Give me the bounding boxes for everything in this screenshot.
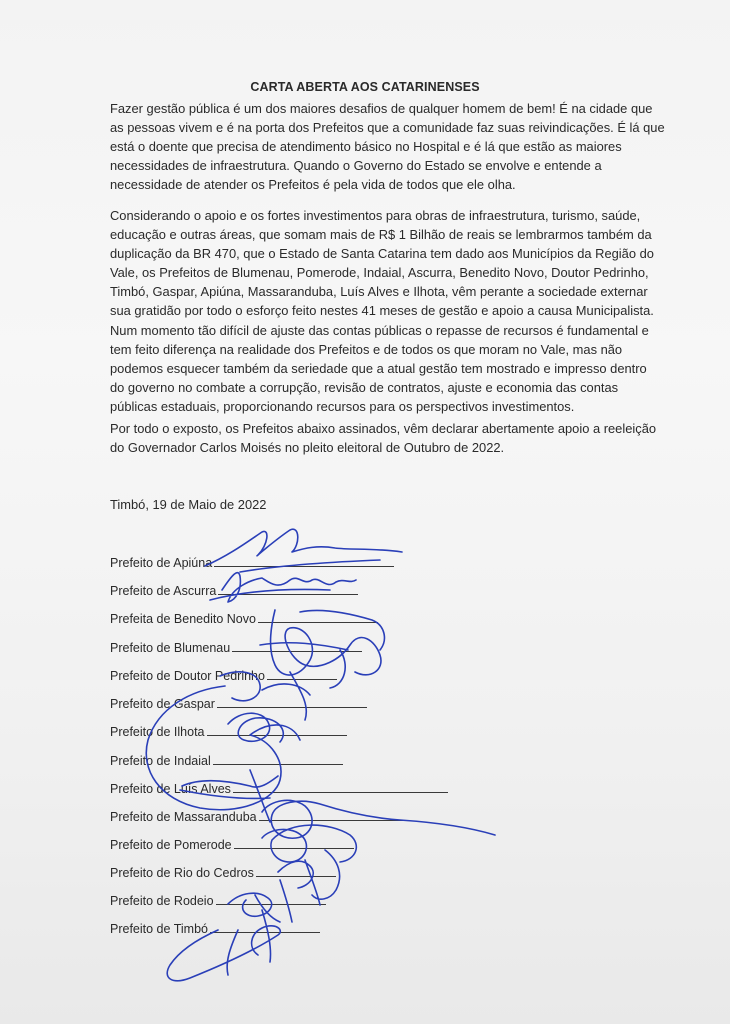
signature-underline xyxy=(234,838,354,849)
paragraph-line: duplicação da BR 470, que o Estado de Santa Catarina tem dado aos Municípios da Região do xyxy=(110,245,654,261)
signature-underline xyxy=(258,612,378,623)
signature-line-doutor-pedrinho xyxy=(110,669,337,683)
paragraph-line: sua gratidão por todo o esforço feito nestes 41 meses de gestão e apoio a causa Municipalista. xyxy=(110,302,654,318)
signature-underline xyxy=(218,584,358,595)
paragraph-line: necessidades de infraestrutura. Quando o Governo do Estado se envolve e entende a xyxy=(110,157,602,173)
paragraph-line: públicas estaduais, proporcionando recursos para os perspectivos investimentos. xyxy=(110,398,575,414)
signature-underline xyxy=(259,810,409,821)
signatory-label: Prefeito de Rodeio xyxy=(110,894,214,908)
signature-underline xyxy=(233,782,448,793)
signature-line-timbo xyxy=(110,922,320,936)
signature-underline xyxy=(256,866,336,877)
signatory-label: Prefeito de Blumenau xyxy=(110,641,231,655)
paragraph-line: do governo no combate a corrupção, revisão de contratos, ajuste e economia das contas xyxy=(110,379,619,395)
signatory-label: Prefeito de Ascurra xyxy=(110,584,217,598)
signatory-label: Prefeito de Indaial xyxy=(110,754,211,768)
signature-underline xyxy=(207,725,347,736)
signatory-label: Prefeito de Apiúna xyxy=(110,556,213,570)
signatory-label: Prefeito de Luís Alves xyxy=(110,782,231,796)
paragraph-line: do Governador Carlos Moisés no pleito eleitoral de Outubro de 2022. xyxy=(110,439,505,455)
paragraph-line: Vale, os Prefeitos de Blumenau, Pomerode, Indaial, Ascurra, Benedito Novo, Doutor Pedrinho, xyxy=(110,264,649,280)
paragraph-line: Fazer gestão pública é um dos maiores desafios de qualquer homem de bem! É na cidade que xyxy=(110,101,653,116)
paragraph-line: Num momento tão difícil de ajuste das contas públicas o repasse de recursos é fundamental e xyxy=(110,323,649,338)
signature-line-indaial xyxy=(110,754,343,768)
signature-line-rio-do-cedros xyxy=(110,866,336,880)
signature-line-ilhota xyxy=(110,725,347,739)
signatory-label: Prefeito de Timbó xyxy=(110,922,208,936)
paragraph-line: podemos esquecer também da seriedade que a atual gestão tem mostrado e impresso dentro xyxy=(110,360,647,376)
signature-underline xyxy=(216,894,326,905)
paragraph-line: Timbó, Gaspar, Apiúna, Massaranduba, Luís Alves e Ilhota, vêm perante a sociedade externar xyxy=(110,283,648,299)
signature-line-benedito-novo xyxy=(110,612,378,626)
signature-line-luis-alves xyxy=(110,782,448,796)
document-title: CARTA ABERTA AOS CATARINENSES xyxy=(250,80,480,94)
signature-underline xyxy=(214,556,394,567)
signatory-label: Prefeito de Rio do Cedros xyxy=(110,866,254,880)
signatory-label: Prefeito de Gaspar xyxy=(110,697,215,711)
signatory-label: Prefeita de Benedito Novo xyxy=(110,612,256,626)
signature-line-rodeio xyxy=(110,894,326,908)
signature-line-apiuna xyxy=(110,556,394,570)
paragraph-line: tem feito diferença na realidade dos Prefeitos e de todos os que moram no Vale, mas não xyxy=(110,341,623,357)
date-line: Timbó, 19 de Maio de 2022 xyxy=(110,497,267,512)
signature-line-pomerode xyxy=(110,838,354,852)
signature-underline xyxy=(213,754,343,765)
signature-line-massaranduba xyxy=(110,810,409,824)
signature-line-ascurra xyxy=(110,584,358,598)
signatory-label: Prefeito de Doutor Pedrinho xyxy=(110,669,265,683)
paragraph-line: necessidade de atender os Prefeitos é pela vida de todos que ele olha. xyxy=(110,176,516,192)
paragraph-line: educação e outras áreas, que somam mais de R$ 1 Bilhão de reais se lembrarmos também da xyxy=(110,226,652,242)
signature-line-blumenau xyxy=(110,641,362,655)
signatory-label: Prefeito de Pomerode xyxy=(110,838,232,852)
paragraph-line: Considerando o apoio e os fortes investimentos para obras de infraestrutura, turismo, saúde, xyxy=(110,208,641,223)
signature-underline xyxy=(232,641,362,652)
signatory-label: Prefeito de Ilhota xyxy=(110,725,205,739)
paragraph-line: está o doente que precisa de atendimento básico no Hospital e é lá que estão as maiores xyxy=(110,138,622,154)
signature-underline xyxy=(217,697,367,708)
signature-underline xyxy=(210,922,320,933)
signatory-label: Prefeito de Massaranduba xyxy=(110,810,257,824)
signature-list xyxy=(110,0,510,1024)
signature-line-gaspar xyxy=(110,697,367,711)
paragraph-line: Por todo o exposto, os Prefeitos abaixo assinados, vêm declarar abertamente apoio a reeleição xyxy=(110,421,657,436)
signature-underline xyxy=(267,669,337,680)
paragraph-line: as pessoas vivem e é na porta dos Prefeitos que a comunidade faz suas reivindicações. É lá que xyxy=(110,119,665,135)
